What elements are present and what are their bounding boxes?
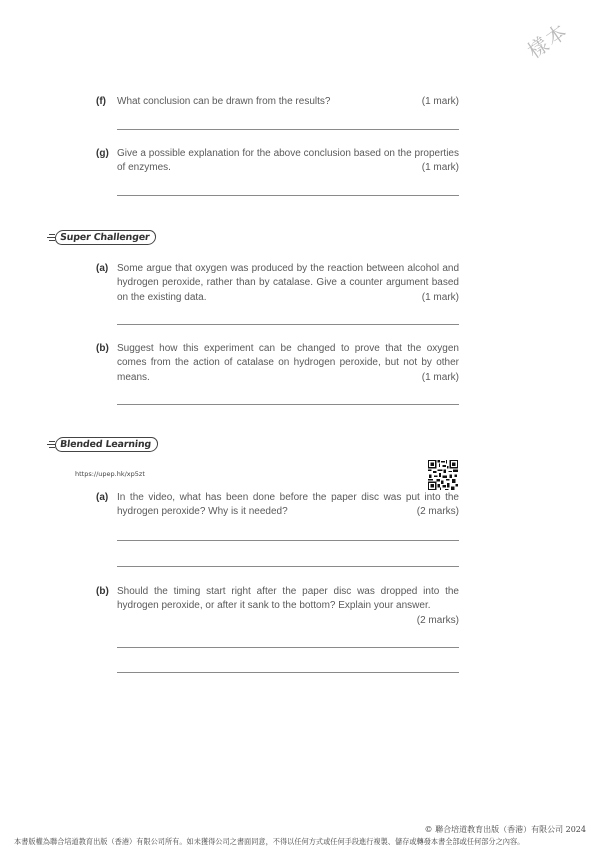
question-label: (g): [96, 148, 109, 159]
question-text: Give a possible explanation for the above conclusion based on the properties of enzymes.: [117, 148, 459, 174]
answer-line[interactable]: [117, 672, 459, 673]
question-text: Suggest how this experiment can be changed to prove that the oxygen comes from the action of catalase on hydrogen peroxide, but not by other means.: [117, 343, 459, 383]
qr-code-icon[interactable]: [428, 460, 458, 490]
super-challenger-badge: [45, 230, 156, 245]
question-marks: (2 marks): [416, 506, 459, 518]
speed-lines-icon: [45, 440, 55, 449]
badge-label: Blended Learning: [54, 437, 159, 452]
question-text: What conclusion can be drawn from the results?: [117, 96, 331, 107]
question-label: (b): [96, 343, 109, 354]
question-label: (f): [96, 96, 106, 107]
sample-watermark: 樣本: [522, 18, 573, 64]
question-marks: (1 mark): [421, 96, 459, 107]
question-marks: (1 mark): [421, 371, 459, 383]
answer-line[interactable]: [117, 647, 459, 648]
answer-line[interactable]: [117, 566, 459, 567]
question-text: Should the timing start right after the paper disc was dropped into the hydrogen peroxide, or after it sank to the bottom? Explain your answer.: [117, 586, 459, 612]
question-marks: (1 mark): [421, 162, 459, 174]
question-marks: (1 mark): [421, 291, 459, 303]
video-link[interactable]: https://upep.hk/xp5zt: [75, 470, 145, 478]
answer-line[interactable]: [117, 540, 459, 541]
blended-learning-badge: [45, 437, 158, 452]
answer-line[interactable]: [117, 195, 459, 196]
question-label: (a): [96, 492, 109, 503]
badge-label: Super Challenger: [54, 230, 157, 245]
speed-lines-icon: [45, 233, 55, 242]
copyright-notice: 本書版權為聯合培道教育出版（香港）有限公司所有。如未獲得公司之書面同意，不得以任何方式或任何手段進行複製、儲存或轉發本書全部或任何部分之內容。: [14, 837, 525, 846]
question-label: (b): [96, 586, 109, 597]
question-text: In the video, what has been done before the paper disc was put into the hydrogen peroxide? Why is it needed?: [117, 492, 459, 518]
copyright-line: © 聯合培道教育出版（香港）有限公司 2024: [424, 825, 586, 834]
answer-line[interactable]: [117, 129, 459, 130]
question-marks: (2 marks): [416, 614, 459, 626]
question-text: Some argue that oxygen was produced by the reaction between alcohol and hydrogen peroxide, rather than by catalase. Give a counter argument based on the existing data.: [117, 263, 459, 303]
answer-line[interactable]: [117, 324, 459, 325]
question-label: (a): [96, 263, 109, 274]
answer-line[interactable]: [117, 404, 459, 405]
